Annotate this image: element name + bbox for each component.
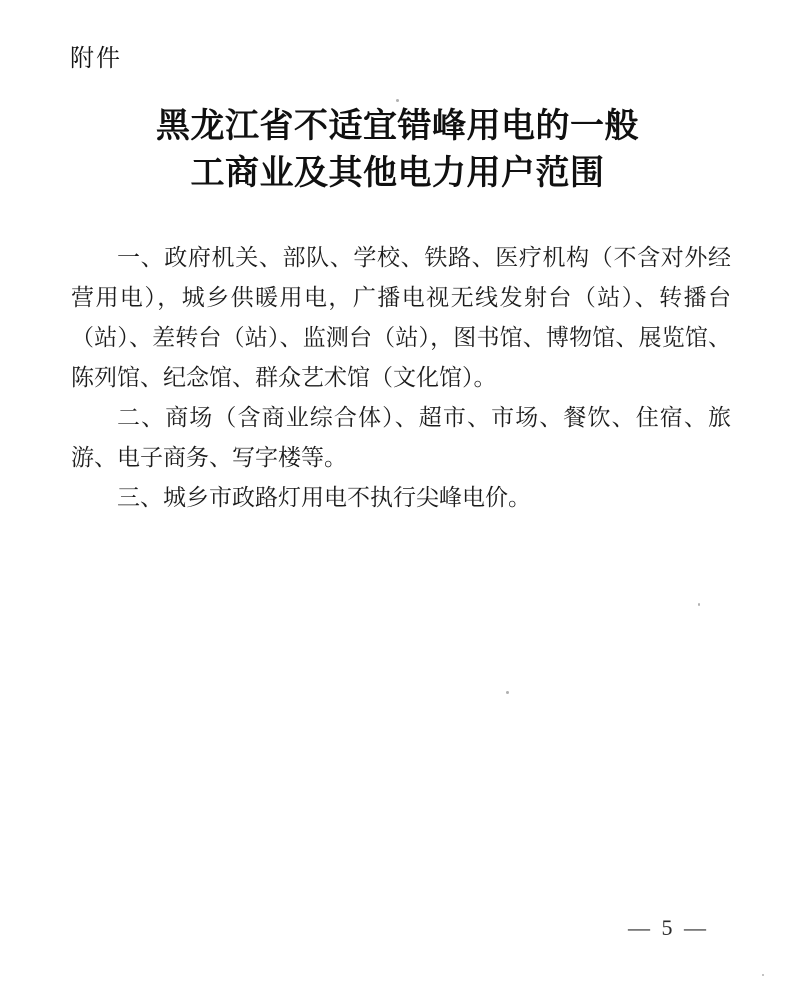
document-title-line-2: 工商业及其他电力用户范围 bbox=[190, 155, 605, 192]
document-title bbox=[36, 103, 759, 197]
scan-speck bbox=[698, 603, 700, 606]
scan-speck bbox=[396, 99, 399, 102]
document-title-line-1: 黑龙江省不适宜错峰用电的一般 bbox=[156, 108, 639, 145]
page-number: — 5 — bbox=[628, 915, 709, 940]
paragraph-3: 三、城乡市政路灯用电不执行尖峰电价。 bbox=[117, 485, 531, 510]
scan-speck bbox=[762, 974, 764, 976]
paragraph-2: 二、商场（含商业综合体）、超市、市场、餐饮、住宿、旅游、电子商务、写字楼等。 bbox=[71, 405, 731, 470]
paragraph-1: 一、政府机关、部队、学校、铁路、医疗机构（不含对外经营用电），城乡供暖用电，广播电视无线发射台（站）、转播台（站）、差转台（站）、监测台（站），图书馆、博物馆、展览馆、陈列馆、纪念馆、群众艺术馆（文化馆）。 bbox=[71, 245, 731, 390]
document-body bbox=[71, 238, 731, 518]
scan-speck bbox=[506, 691, 509, 694]
attachment-label: 附件 bbox=[70, 45, 122, 72]
